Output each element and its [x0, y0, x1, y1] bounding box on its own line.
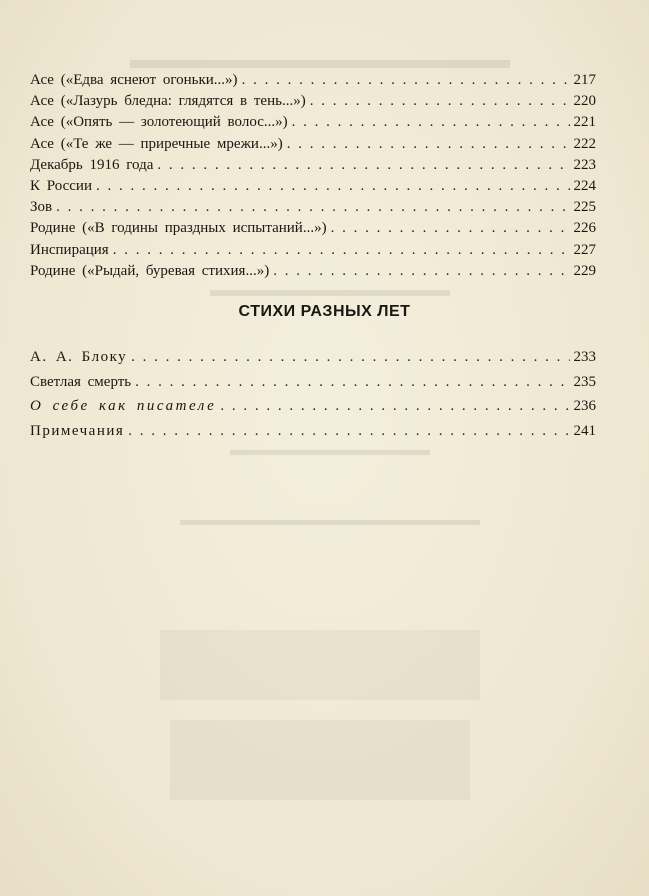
toc-page-number: 235	[573, 373, 596, 390]
toc-page-number: 220	[573, 93, 596, 110]
toc-leader-dots	[220, 396, 569, 417]
toc-leader-dots	[131, 347, 569, 368]
toc-page-number: 227	[573, 241, 596, 258]
toc-leader-dots	[157, 155, 569, 176]
toc-entry-title: А. А. Блоку	[30, 349, 128, 365]
toc-leader-dots	[331, 218, 570, 239]
toc-page-number: 224	[573, 177, 596, 194]
toc-entry	[30, 240, 596, 261]
toc-entry-title: Асе («Лазурь бледна: глядятся в тень...»)	[30, 93, 306, 110]
section-heading: СТИХИ РАЗНЫХ ЛЕТ	[238, 303, 411, 320]
toc-page-number: 226	[573, 220, 596, 237]
toc-leader-dots	[287, 134, 570, 155]
toc-page-number: 225	[573, 199, 596, 216]
toc-entry	[30, 155, 596, 176]
toc-entry-title: Примечания	[30, 422, 125, 439]
toc-leader-dots	[242, 70, 570, 91]
toc-leader-dots	[310, 91, 570, 112]
toc-entry	[30, 134, 596, 155]
toc-page-number: 217	[573, 72, 596, 88]
toc-entry-title: О себе как писателе	[30, 398, 217, 414]
toc-entry	[30, 372, 596, 397]
toc-leader-dots	[113, 240, 570, 261]
toc-entry	[30, 218, 596, 239]
toc-entry-title: Родине («В годины праздных испытаний...»)	[30, 220, 327, 237]
toc-entry-title: Инспирация	[30, 241, 109, 258]
toc-entry-title: Асе («Едва яснеют огоньки...»)	[30, 72, 238, 88]
toc-entry	[30, 176, 596, 197]
toc-leader-dots	[273, 261, 569, 282]
toc-leader-dots	[292, 112, 570, 133]
toc-leader-dots	[96, 176, 570, 197]
toc-leader-dots	[128, 421, 569, 442]
toc-main	[30, 70, 596, 282]
toc-leader-dots	[56, 197, 569, 218]
toc-page-number: 221	[573, 114, 596, 131]
toc-leader-dots	[135, 372, 569, 393]
toc-entry	[30, 112, 596, 133]
toc-entry-title: Асе («Опять — золотеющий волос...»)	[30, 114, 288, 131]
toc-entry	[30, 197, 596, 218]
toc-other-poems	[30, 347, 596, 445]
toc-entry-title: Родине («Рыдай, буревая стихия...»)	[30, 262, 270, 279]
toc-entry	[30, 421, 596, 446]
toc-page-number: 223	[573, 156, 596, 173]
toc-entry	[30, 347, 596, 372]
toc-entry	[30, 396, 596, 421]
toc-page-number: 241	[573, 422, 596, 439]
toc-entry-title: Асе («Те же — приречные мрежи...»)	[30, 135, 283, 152]
toc-entry	[30, 91, 596, 112]
toc-entry-title: Зов	[30, 199, 53, 216]
toc-page-number: 229	[573, 262, 596, 279]
toc-page-number: 222	[573, 135, 596, 152]
toc-page-number: 233	[573, 349, 596, 365]
toc-entry	[30, 70, 596, 91]
toc-entry-title: К России	[30, 177, 92, 194]
toc-page-number: 236	[573, 398, 596, 414]
toc-entry	[30, 261, 596, 282]
toc-entry-title: Декабрь 1916 года	[30, 156, 154, 173]
toc-entry-title: Светлая смерть	[30, 373, 132, 390]
